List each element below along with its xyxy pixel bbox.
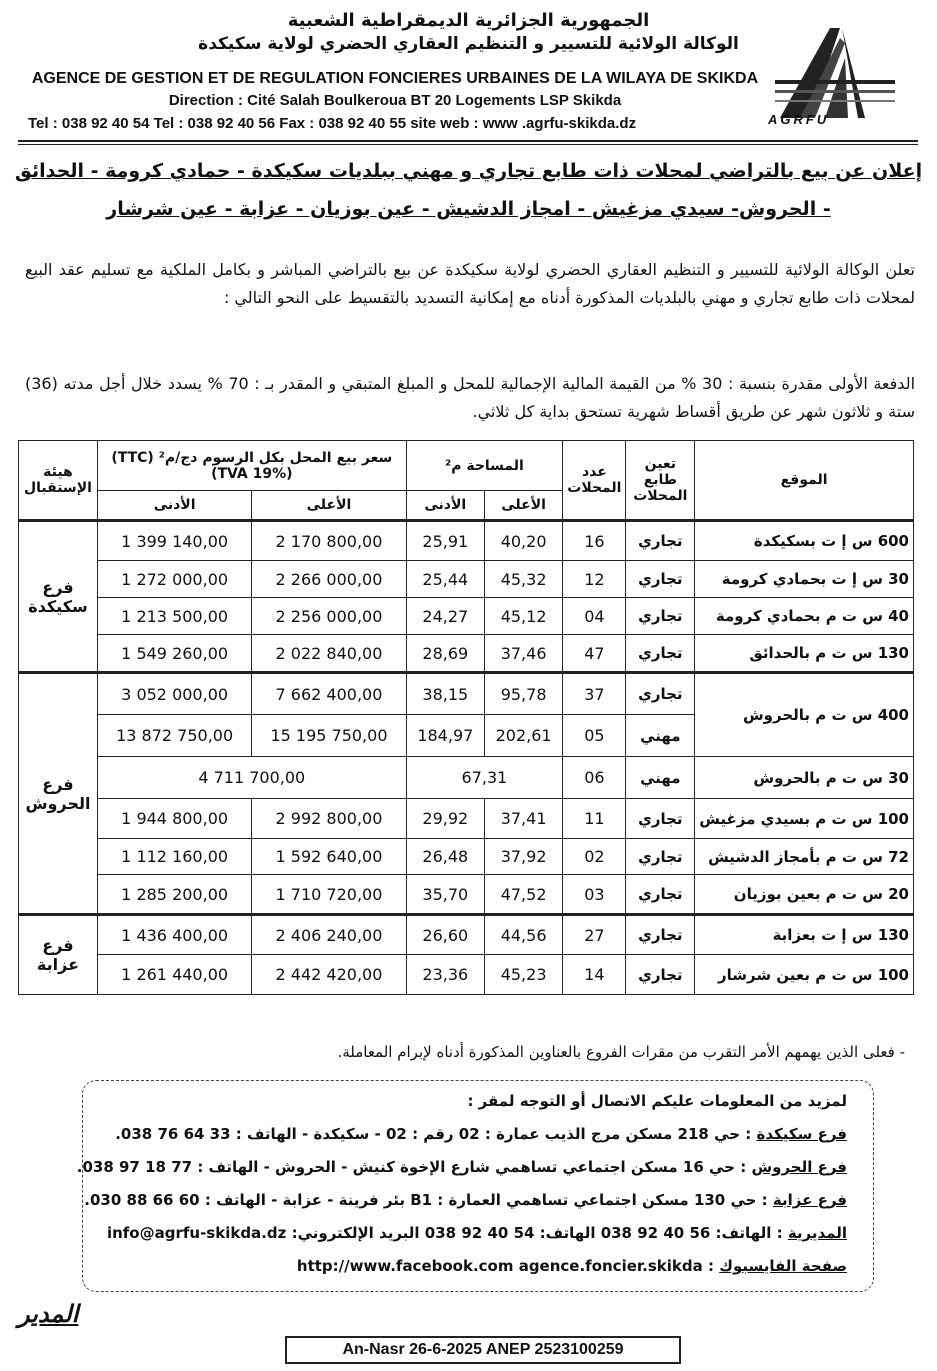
cell-price-max: 2 992 800,00 — [252, 799, 406, 839]
cell-count: 27 — [563, 915, 626, 955]
contact-azzaba — [84, 1191, 847, 1209]
cell-count: 05 — [563, 715, 626, 757]
cell-area-min: 35,70 — [406, 875, 484, 915]
cell-location: 40 س ت م بحمادي كرومة — [695, 598, 914, 635]
cell-price-max: 1 592 640,00 — [252, 839, 406, 875]
cell-type: مهني — [626, 757, 695, 799]
table-row — [19, 635, 914, 673]
cell-count: 11 — [563, 799, 626, 839]
director-signature: المدير — [18, 1300, 79, 1328]
cell-price-max: 2 442 420,00 — [252, 955, 406, 995]
table-row — [19, 598, 914, 635]
contact-azzaba-label: فرع عزابة — [772, 1191, 847, 1209]
col-count: عدد المحلات — [563, 441, 626, 521]
cell-location: 30 س إ ت بحمادي كرومة — [695, 561, 914, 598]
cell-count: 16 — [563, 521, 626, 561]
cell-location: 400 س ت م بالحروش — [695, 673, 914, 757]
cell-area-min: 184,97 — [406, 715, 484, 757]
cell-branch-azzaba: فرع عزابة — [19, 915, 98, 995]
announcement-title-line2: - الحروش- سيدي مزغيش - امجاز الدشيش - عين بوزيان - عزابة - عين شرشار — [106, 198, 831, 220]
cell-price-min: 1 261 440,00 — [97, 955, 251, 995]
table-row — [19, 757, 914, 799]
cell-type: تجاري — [626, 915, 695, 955]
cell-type: تجاري — [626, 955, 695, 995]
cell-area-max: 95,78 — [484, 673, 562, 715]
cell-area-min: 25,44 — [406, 561, 484, 598]
cell-location: 100 س ت م بعين شرشار — [695, 955, 914, 995]
cell-count: 47 — [563, 635, 626, 673]
cell-area-min: 38,15 — [406, 673, 484, 715]
cell-count: 12 — [563, 561, 626, 598]
cell-area-max: 45,23 — [484, 955, 562, 995]
contact-intro: لمزيد من المعلومات عليكم الاتصال أو التوجه لمقر : — [467, 1092, 847, 1110]
contact-direction — [107, 1224, 847, 1242]
contact-facebook — [297, 1257, 847, 1275]
cell-location: 130 س إ ت بعزابة — [695, 915, 914, 955]
table-row — [19, 561, 914, 598]
publication-footer: An-Nasr 26-6-2025 ANEP 2523100259 — [285, 1336, 681, 1364]
cell-price-min: 1 549 260,00 — [97, 635, 251, 673]
cell-price-min: 1 399 140,00 — [97, 521, 251, 561]
contact-facebook-label: صفحة الفايسبوك — [719, 1257, 847, 1275]
cell-price-max: 15 195 750,00 — [252, 715, 406, 757]
cell-type: تجاري — [626, 635, 695, 673]
contact-harrouch — [77, 1158, 847, 1176]
cell-area-min: 24,27 — [406, 598, 484, 635]
cell-price-min: 3 052 000,00 — [97, 673, 251, 715]
contact-harrouch-label: فرع الحروش — [751, 1158, 847, 1176]
col-price-min: الأدنى — [97, 491, 251, 521]
table-row — [19, 955, 914, 995]
cell-price-max: 2 266 000,00 — [252, 561, 406, 598]
header-agency-fr: AGENCE DE GESTION ET DE REGULATION FONCIERES URBAINES DE LA WILAYA DE SKIKDA — [31, 70, 759, 87]
cell-area-min: 26,60 — [406, 915, 484, 955]
offers-table — [18, 440, 914, 995]
cell-count: 14 — [563, 955, 626, 995]
col-branch: هيئة الإستقبال — [19, 441, 98, 521]
header-address: Direction : Cité Salah Boulkeroua BT 20 Logements LSP Skikda — [168, 92, 622, 109]
col-location: الموقع — [695, 441, 914, 521]
cell-area-min: 28,69 — [406, 635, 484, 673]
cell-location: 130 س ت م بالحدائق — [695, 635, 914, 673]
cell-price-min: 1 272 000,00 — [97, 561, 251, 598]
cell-area-max: 37,92 — [484, 839, 562, 875]
cell-location: 100 س ت م بسيدي مزغيش — [695, 799, 914, 839]
cell-area-max: 202,61 — [484, 715, 562, 757]
cell-type: تجاري — [626, 561, 695, 598]
col-area: المساحة م² — [406, 441, 563, 491]
cell-location: 72 س ت م بأمجاز الدشيش — [695, 839, 914, 875]
contact-skikda — [115, 1125, 847, 1143]
contact-azzaba-text: : حي 130 مسكن اجتماعي تساهمي العمارة : B1 بئر فرينة - عزابة - الهاتف : 60 66 88 030. — [84, 1191, 768, 1209]
cell-area-max: 37,46 — [484, 635, 562, 673]
cell-location: 20 س ت م بعين بوزيان — [695, 875, 914, 915]
contact-facebook-text: : http://www.facebook.com agence.foncier.skikda — [296, 1257, 714, 1275]
col-price: سعر بيع المحل بكل الرسوم دج/م² (TTC) (TVA 19%) — [97, 441, 406, 491]
cell-area-max: 47,52 — [484, 875, 562, 915]
cell-price-single: 4 711 700,00 — [97, 757, 406, 799]
cell-branch-harrouch: فرع الحروش — [19, 673, 98, 915]
cell-price-min: 1 213 500,00 — [97, 598, 251, 635]
table-row — [19, 875, 914, 915]
cell-type: تجاري — [626, 839, 695, 875]
cell-type: تجاري — [626, 875, 695, 915]
cell-type: تجاري — [626, 521, 695, 561]
cell-price-min: 13 872 750,00 — [97, 715, 251, 757]
cell-count: 04 — [563, 598, 626, 635]
cell-price-max: 2 406 240,00 — [252, 915, 406, 955]
table-row — [19, 799, 914, 839]
cell-type: تجاري — [626, 799, 695, 839]
header-contacts: Tel : 038 92 40 54 Tel : 038 92 40 56 Fax : 038 92 40 55 site web : www .agrfu-skikda.dz — [28, 115, 637, 132]
contact-skikda-label: فرع سكيكدة — [756, 1125, 847, 1143]
cell-branch-skikda: فرع سكيكدة — [19, 521, 98, 673]
closing-note: - فعلى الذين يهمهم الأمر التقرب من مقرات الفروع بالعناوين المذكورة أدناه لإبرام المعاملة. — [337, 1043, 905, 1061]
cell-price-max: 2 022 840,00 — [252, 635, 406, 673]
announcement-title-line1: إعلان عن بيع بالتراضي لمحلات ذات طابع تجاري و مهني ببلديات سكيكدة - حمادي كرومة - الحدائق — [14, 160, 923, 182]
logo-text: AGRFU — [768, 112, 830, 127]
cell-price-max: 2 170 800,00 — [252, 521, 406, 561]
cell-type: تجاري — [626, 598, 695, 635]
cell-area-min: 26,48 — [406, 839, 484, 875]
header-agency-ar: الوكالة الولائية للتسيير و التنظيم العقاري الحضري لولاية سكيكدة — [198, 34, 739, 54]
cell-location: 600 س إ ت بسكيكدة — [695, 521, 914, 561]
contact-direction-text: : الهاتف: 56 40 92 038 الهاتف: 54 40 92 038 البريد الإلكتروني: info@agrfu-skikda.dz — [106, 1224, 783, 1242]
col-area-max: الأعلى — [484, 491, 562, 521]
cell-area-single: 67,31 — [406, 757, 563, 799]
cell-type: مهني — [626, 715, 695, 757]
cell-price-max: 1 710 720,00 — [252, 875, 406, 915]
header-divider-thin — [18, 144, 918, 145]
col-price-max: الأعلى — [252, 491, 406, 521]
cell-price-min: 1 285 200,00 — [97, 875, 251, 915]
cell-price-min: 1 944 800,00 — [97, 799, 251, 839]
contact-harrouch-text: : حي 16 مسكن اجتماعي تساهمي شارع الإخوة كنيش - الحروش - الهاتف : 77 18 97 038. — [76, 1158, 747, 1176]
cell-price-min: 1 112 160,00 — [97, 839, 251, 875]
cell-area-min: 23,36 — [406, 955, 484, 995]
cell-area-min: 29,92 — [406, 799, 484, 839]
cell-price-max: 7 662 400,00 — [252, 673, 406, 715]
table-row — [19, 673, 914, 715]
table-row — [19, 839, 914, 875]
cell-area-min: 25,91 — [406, 521, 484, 561]
cell-type: تجاري — [626, 673, 695, 715]
cell-area-max: 45,12 — [484, 598, 562, 635]
cell-area-max: 45,32 — [484, 561, 562, 598]
payment-paragraph: الدفعة الأولى مقدرة بنسبة : 30 % من القيمة المالية الإجمالية للمحل و المبلغ المتبقي و المقدر بـ : 70 % يسدد خلال أجل مدته (36) ستة و ثلاثون شهر عن طريق أقساط شهرية تستحق بداية كل ثلاثي. — [25, 374, 916, 421]
intro-paragraph: تعلن الوكالة الولائية للتسيير و التنظيم العقاري الحضري لولاية سكيكدة عن بيع بالتراضي المباشر و بكامل الملكية مع تسليم عقد البيع لمحلات ذات طابع تجاري و مهني بالبلديات المذكورة أدناه مع إمكانية التسديد بالتقسيط على النحو التالي : — [25, 260, 915, 307]
cell-count: 03 — [563, 875, 626, 915]
cell-area-max: 37,41 — [484, 799, 562, 839]
contact-direction-label: المديرية — [787, 1224, 847, 1242]
cell-count: 06 — [563, 757, 626, 799]
header-country: الجمهورية الجزائرية الديمقراطية الشعبية — [287, 10, 650, 31]
table-row — [19, 915, 914, 955]
cell-count: 37 — [563, 673, 626, 715]
col-area-min: الأدنى — [406, 491, 484, 521]
col-type: تعين طابع المحلات — [626, 441, 695, 521]
cell-area-max: 44,56 — [484, 915, 562, 955]
cell-location: 30 س ت م بالحروش — [695, 757, 914, 799]
cell-price-min: 1 436 400,00 — [97, 915, 251, 955]
header-divider — [18, 140, 918, 142]
cell-count: 02 — [563, 839, 626, 875]
cell-area-max: 40,20 — [484, 521, 562, 561]
cell-price-max: 2 256 000,00 — [252, 598, 406, 635]
table-row — [19, 521, 914, 561]
contact-skikda-text: : حي 218 مسكن مرج الذيب عمارة : 02 رقم : 02 - سكيكدة - الهاتف : 33 64 76 038. — [115, 1125, 752, 1143]
